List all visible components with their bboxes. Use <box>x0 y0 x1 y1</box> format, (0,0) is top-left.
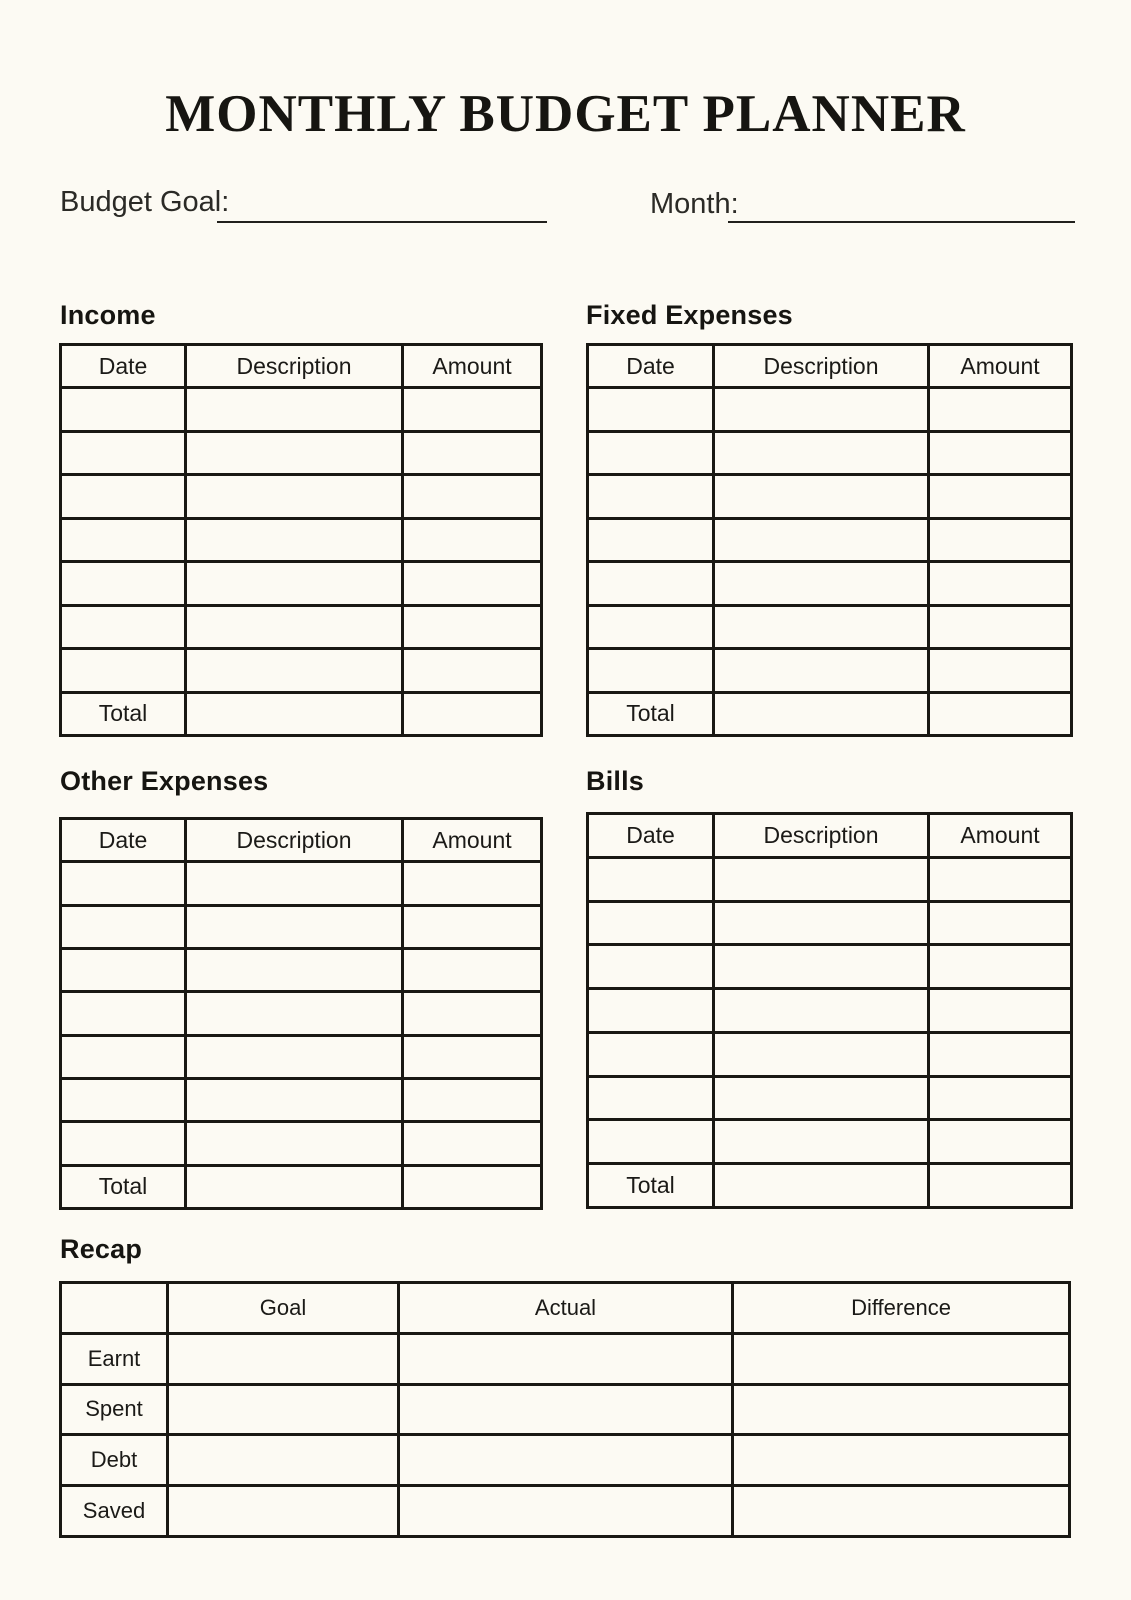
empty-cell[interactable] <box>187 563 401 603</box>
column-header: Difference <box>734 1284 1068 1332</box>
empty-cell[interactable] <box>62 563 184 603</box>
empty-cell[interactable] <box>589 903 712 944</box>
empty-cell[interactable] <box>169 1487 397 1535</box>
empty-cell[interactable] <box>589 859 712 900</box>
empty-cell[interactable] <box>589 990 712 1031</box>
empty-cell[interactable] <box>589 1078 712 1119</box>
empty-cell[interactable] <box>404 1123 540 1163</box>
column-header: Date <box>62 820 184 860</box>
empty-cell[interactable] <box>930 650 1070 690</box>
empty-cell[interactable] <box>734 1487 1068 1535</box>
recap-row-label: Debt <box>62 1436 166 1484</box>
empty-cell[interactable] <box>930 990 1070 1031</box>
empty-cell[interactable] <box>169 1436 397 1484</box>
empty-cell[interactable] <box>404 476 540 516</box>
empty-cell[interactable] <box>589 1121 712 1162</box>
section-heading-income: Income <box>60 300 156 330</box>
empty-cell[interactable] <box>400 1386 731 1434</box>
column-header: Description <box>187 346 401 386</box>
empty-cell[interactable] <box>404 433 540 473</box>
empty-cell[interactable] <box>404 993 540 1033</box>
empty-cell[interactable] <box>187 650 401 690</box>
empty-cell[interactable] <box>715 650 927 690</box>
empty-cell[interactable] <box>589 650 712 690</box>
month-field[interactable] <box>728 221 1075 223</box>
empty-cell[interactable] <box>404 1080 540 1120</box>
empty-cell[interactable] <box>589 607 712 647</box>
empty-cell[interactable] <box>930 1034 1070 1075</box>
month-label: Month: <box>650 188 739 220</box>
empty-cell[interactable] <box>930 563 1070 603</box>
empty-cell[interactable] <box>715 903 927 944</box>
empty-cell[interactable] <box>715 1034 927 1075</box>
empty-cell[interactable] <box>715 433 927 473</box>
empty-cell[interactable] <box>589 520 712 560</box>
fixed-expenses-table <box>586 343 1073 737</box>
empty-cell[interactable] <box>930 946 1070 987</box>
empty-cell[interactable] <box>400 1335 731 1383</box>
empty-cell[interactable] <box>187 1123 401 1163</box>
empty-cell[interactable] <box>400 1487 731 1535</box>
empty-cell[interactable] <box>930 859 1070 900</box>
empty-cell[interactable] <box>715 607 927 647</box>
empty-cell[interactable] <box>187 433 401 473</box>
empty-cell[interactable] <box>62 950 184 990</box>
section-heading-recap: Recap <box>60 1234 143 1264</box>
empty-cell[interactable] <box>404 1037 540 1077</box>
empty-cell[interactable] <box>930 476 1070 516</box>
empty-cell[interactable] <box>404 389 540 429</box>
empty-cell[interactable] <box>187 907 401 947</box>
empty-cell[interactable] <box>715 389 927 429</box>
empty-cell[interactable] <box>589 433 712 473</box>
empty-cell[interactable] <box>589 946 712 987</box>
recap-table <box>59 1281 1071 1538</box>
empty-cell[interactable] <box>62 1080 184 1120</box>
empty-cell[interactable] <box>930 520 1070 560</box>
empty-cell[interactable] <box>62 863 184 903</box>
empty-cell[interactable] <box>930 903 1070 944</box>
total-value-cell[interactable] <box>715 694 927 734</box>
empty-cell[interactable] <box>715 1121 927 1162</box>
empty-cell[interactable] <box>715 1078 927 1119</box>
column-header: Amount <box>930 815 1070 856</box>
empty-cell[interactable] <box>589 389 712 429</box>
empty-cell[interactable] <box>187 1080 401 1120</box>
empty-cell[interactable] <box>62 476 184 516</box>
empty-cell[interactable] <box>589 476 712 516</box>
total-value-cell[interactable] <box>404 1167 540 1207</box>
empty-cell[interactable] <box>715 563 927 603</box>
empty-cell[interactable] <box>62 520 184 560</box>
other-expenses-table <box>59 817 543 1210</box>
empty-cell[interactable] <box>62 993 184 1033</box>
column-header: Date <box>62 346 184 386</box>
page-title: MONTHLY BUDGET PLANNER <box>165 85 966 143</box>
section-heading-bills: Bills <box>586 766 645 796</box>
total-value-cell[interactable] <box>187 694 401 734</box>
section-heading-other-expenses: Other Expenses <box>60 766 269 796</box>
empty-cell[interactable] <box>930 1078 1070 1119</box>
total-value-cell[interactable] <box>715 1165 927 1206</box>
column-header: Date <box>589 346 712 386</box>
column-header: Amount <box>404 346 540 386</box>
recap-row-label: Earnt <box>62 1335 166 1383</box>
empty-cell[interactable] <box>187 863 401 903</box>
empty-cell[interactable] <box>734 1335 1068 1383</box>
empty-cell[interactable] <box>930 389 1070 429</box>
total-label: Total <box>589 694 712 734</box>
empty-cell[interactable] <box>187 607 401 647</box>
recap-row-label: Saved <box>62 1487 166 1535</box>
column-header: Amount <box>930 346 1070 386</box>
empty-cell[interactable] <box>62 907 184 947</box>
bills-table <box>586 812 1073 1209</box>
empty-cell[interactable] <box>404 863 540 903</box>
empty-cell[interactable] <box>715 520 927 560</box>
total-label: Total <box>62 1167 184 1207</box>
empty-cell[interactable] <box>62 1123 184 1163</box>
total-value-cell[interactable] <box>930 694 1070 734</box>
recap-row-label: Spent <box>62 1386 166 1434</box>
column-header: Description <box>715 815 927 856</box>
empty-cell[interactable] <box>404 907 540 947</box>
empty-cell[interactable] <box>187 950 401 990</box>
empty-cell[interactable] <box>404 563 540 603</box>
empty-cell[interactable] <box>187 389 401 429</box>
empty-cell[interactable] <box>400 1436 731 1484</box>
empty-cell[interactable] <box>734 1436 1068 1484</box>
empty-cell[interactable] <box>187 993 401 1033</box>
total-label: Total <box>589 1165 712 1206</box>
empty-cell[interactable] <box>404 520 540 560</box>
empty-cell[interactable] <box>734 1386 1068 1434</box>
empty-cell[interactable] <box>62 607 184 647</box>
recap-corner-cell <box>62 1284 166 1332</box>
empty-cell[interactable] <box>62 433 184 473</box>
empty-cell[interactable] <box>589 1034 712 1075</box>
column-header: Date <box>589 815 712 856</box>
income-table <box>59 343 543 737</box>
empty-cell[interactable] <box>187 520 401 560</box>
empty-cell[interactable] <box>62 1037 184 1077</box>
column-header: Description <box>715 346 927 386</box>
empty-cell[interactable] <box>715 476 927 516</box>
column-header: Actual <box>400 1284 731 1332</box>
empty-cell[interactable] <box>589 563 712 603</box>
empty-cell[interactable] <box>187 1037 401 1077</box>
total-label: Total <box>62 694 184 734</box>
total-value-cell[interactable] <box>930 1165 1070 1206</box>
empty-cell[interactable] <box>404 950 540 990</box>
budget-goal-label: Budget Goal: <box>60 186 230 218</box>
empty-cell[interactable] <box>62 389 184 429</box>
empty-cell[interactable] <box>930 607 1070 647</box>
section-heading-fixed-expenses: Fixed Expenses <box>586 300 793 330</box>
empty-cell[interactable] <box>930 1121 1070 1162</box>
empty-cell[interactable] <box>715 990 927 1031</box>
empty-cell[interactable] <box>404 607 540 647</box>
empty-cell[interactable] <box>187 476 401 516</box>
empty-cell[interactable] <box>62 650 184 690</box>
column-header: Description <box>187 820 401 860</box>
column-header: Goal <box>169 1284 397 1332</box>
budget-goal-field[interactable] <box>217 221 547 223</box>
empty-cell[interactable] <box>715 859 927 900</box>
empty-cell[interactable] <box>169 1386 397 1434</box>
empty-cell[interactable] <box>169 1335 397 1383</box>
empty-cell[interactable] <box>715 946 927 987</box>
total-value-cell[interactable] <box>404 694 540 734</box>
empty-cell[interactable] <box>930 433 1070 473</box>
column-header: Amount <box>404 820 540 860</box>
empty-cell[interactable] <box>404 650 540 690</box>
total-value-cell[interactable] <box>187 1167 401 1207</box>
